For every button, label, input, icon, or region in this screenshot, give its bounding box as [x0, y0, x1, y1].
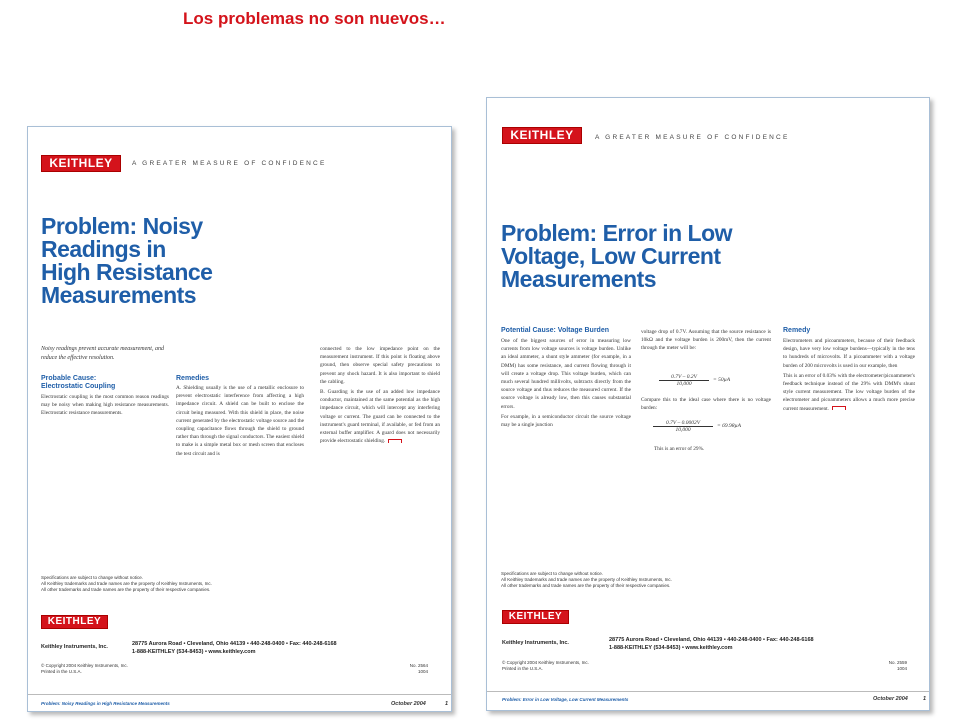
copyright: © Copyright 2004 Keithley Instruments, Inc. Printed in the U.S.A.	[41, 663, 128, 674]
footer-title: Problem: Noisy Readings in High Resistance Measurements	[41, 701, 170, 706]
keithley-bottom-logo: KEITHLEY	[41, 615, 108, 629]
footer-title: Problem: Error in Low Voltage, Low Current Measurements	[502, 697, 629, 702]
document-number: No. 2564 1004	[409, 663, 428, 674]
remedies-b-column	[320, 345, 440, 447]
remedies-continued: connected to the low impedance point on the measurement instrument. If this point is floating above ground, then observe special safety precautions to prevent any shock hazard. It is also important to shield the cabling.	[320, 346, 440, 385]
company-name: Keithley Instruments, Inc.	[41, 644, 108, 650]
remedies-b-text: B. Guarding is the use of an added low impedance conductor, maintained at the same potential as the high impedance circuit, which will intercept any interfering voltage or current. The guard can be connected to the instrument's guard terminal, if available, or fed from an external buffer amplifier. A guard does not necessarily provide electrostatic shielding.	[320, 389, 440, 445]
end-mark	[388, 439, 402, 443]
footer-divider	[28, 694, 451, 695]
cause-heading: Potential Cause: Voltage Burden	[501, 327, 609, 334]
cause-paragraph: One of the biggest sources of error in measuring low currents from low voltage sources is voltage burden. Unlike an ideal ammeter, a shunt style ammeter (for example, in a DMM) has some resistance, and current flowing through it will create a voltage drop. This voltage burden, which can much several hundred millivolts, subtracts directly from the source voltage and thus reduces the measured current. If the source voltage is already low, then this causes substantial errors.	[501, 338, 631, 410]
copyright: © Copyright 2004 Keithley Instruments, Inc. Printed in the U.S.A.	[502, 660, 589, 671]
cause-heading: Probable Cause: Electrostatic Coupling	[41, 375, 116, 390]
document-voltage-burden	[486, 97, 930, 711]
calc-intro: voltage drop of 0.7V. Assuming that the source resistance is 10kΩ and the voltage burden is 200mV, then the current through the meter will be:	[641, 329, 771, 352]
keithley-bottom-logo: KEITHLEY	[502, 610, 569, 624]
footer-divider	[487, 691, 929, 692]
cause-text: Electrostatic coupling is the most common reason readings may be noisy when making high resistance measurements. Electrostatic resistance measurements.	[41, 394, 169, 417]
page-number: 1	[923, 696, 927, 702]
footer-date: October 2004	[873, 696, 908, 702]
remedy-paragraph: Electrometers and picoammeters, because of their feedback design, have very low voltage burdens—typically in the tens to hundreds of microvolts. If a picoammeter with a voltage burden of 200 microvolts is used in our example, then	[783, 338, 915, 369]
remedies-a-text: A. Shielding usually is the use of a metallic enclosure to prevent electrostatic interference from affecting a high impedance circuit. A shield can be built to enclose the circuit being measured. With this shield in place, the noise current generated by the electrostatic voltage source and the coupling capacitance flows through the shield to ground rather than through the signal conductors. The easiest shield to make is a simple metal box or mesh screen that encloses the test circuit and is	[176, 385, 304, 457]
formula-with-burden: 0.7V – 0.2V 10,000 = 50µA	[659, 374, 709, 387]
remedy-heading: Remedy	[783, 327, 811, 334]
end-mark	[832, 406, 846, 410]
remedy-column	[783, 337, 915, 415]
document-noisy-readings	[27, 126, 452, 712]
page-number: 1	[445, 701, 449, 707]
remedy-conclusion: This is an error of 0.03% with the electrometer/picoammeter's feedback technique instead of the 29% with DMM's shunt style current measurement. The low voltage burden of the electrometer and picoammeters allows a much more precise current measurement.	[783, 372, 915, 412]
fine-print: Specifications are subject to change without notice. All Keithley trademarks and trade names are the property of Keithley Instruments, Inc. All other trademarks and trade names are the property of their respective companies.	[501, 571, 672, 588]
tagline: A GREATER MEASURE OF CONFIDENCE	[132, 160, 327, 167]
footer-date: October 2004	[391, 701, 426, 707]
headline: Problem: Noisy Readings in High Resistance Measurements	[41, 213, 213, 308]
cause-column	[501, 337, 631, 431]
slide-title: Los problemas no son nuevos…	[183, 9, 446, 28]
keithley-logo: KEITHLEY	[502, 127, 582, 144]
keithley-logo: KEITHLEY	[41, 155, 121, 172]
compare-text: Compare this to the ideal case where there is no voltage burden:	[641, 397, 771, 412]
headline: Problem: Error in Low Voltage, Low Current Measurements	[501, 220, 733, 292]
intro-text: Noisy readings prevent accurate measurement, and reduce the effective resolution.	[41, 346, 164, 361]
company-name: Keithley Instruments, Inc.	[502, 640, 569, 646]
example-paragraph: For example, in a semiconductor circuit the source voltage may be a single junction	[501, 413, 631, 429]
company-address: 28775 Aurora Road • Cleveland, Ohio 44139 • 440-248-0400 • Fax: 440-248-6168 1-888-KEITHLEY (534-8453) • www.keithley.com	[609, 637, 814, 651]
tagline: A GREATER MEASURE OF CONFIDENCE	[595, 134, 790, 141]
fine-print: Specifications are subject to change without notice. All Keithley trademarks and trade names are the property of Keithley Instruments, Inc. All other trademarks and trade names are the property of their respective companies.	[41, 575, 212, 592]
document-number: No. 2559 1004	[888, 660, 907, 671]
error-text: This is an error of 29%.	[654, 446, 705, 452]
company-address: 28775 Aurora Road • Cleveland, Ohio 44139 • 440-248-0400 • Fax: 440-248-6168 1-888-KEITHLEY (534-8453) • www.keithley.com	[132, 641, 337, 655]
formula-ideal: 0.7V – 0.0002V 10,000 = 69.98µA	[653, 420, 713, 433]
remedies-heading: Remedies	[176, 375, 210, 382]
